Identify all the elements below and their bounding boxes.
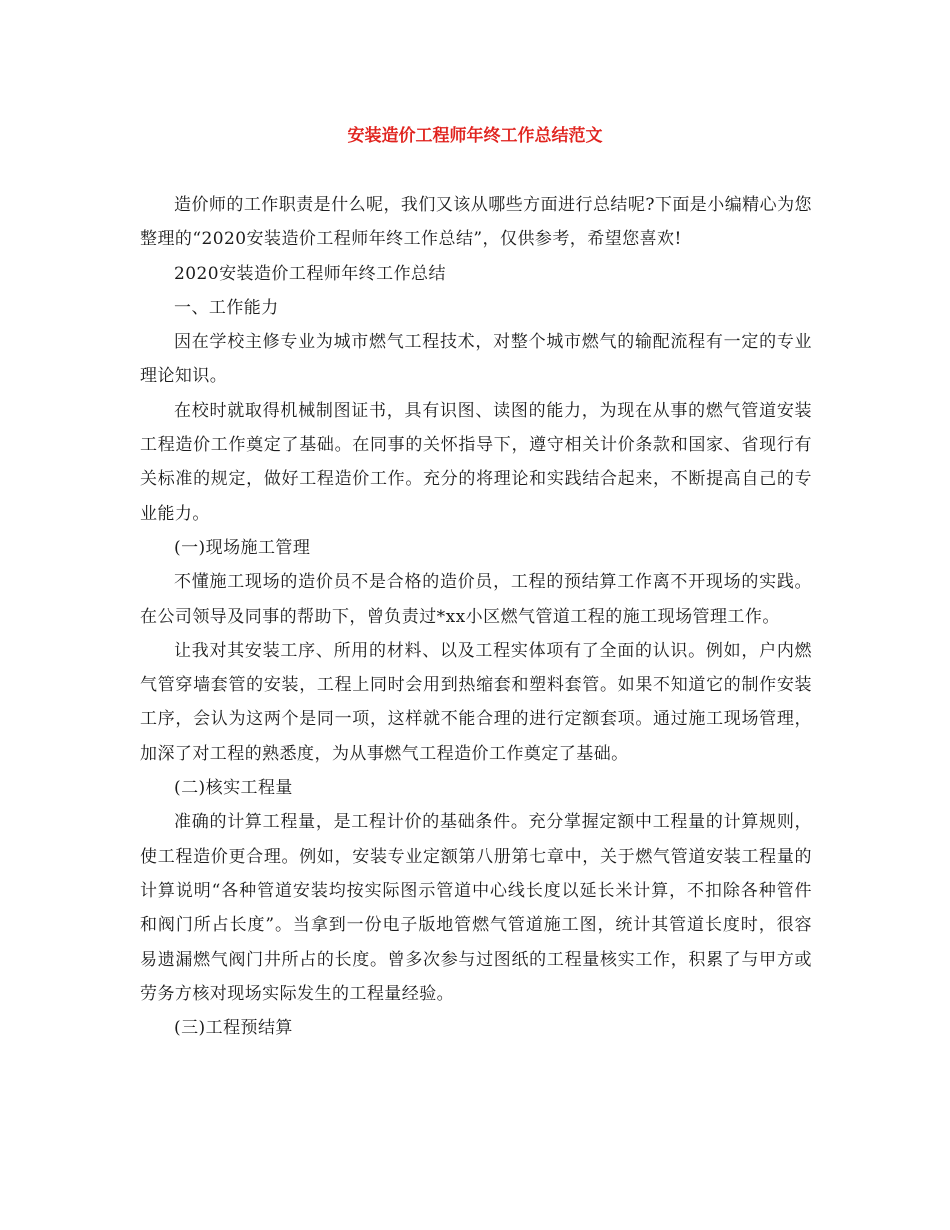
paragraph: 在校时就取得机械制图证书，具有识图、读图的能力，为现在从事的燃气管道安装工程造价工作奠定了基础。在同事的关怀指导下，遵守相关计价条款和国家、省现行有关标准的规定，做好工程造价工作。充分的将理论和实践结合起来，不断提高自己的专业能力。 — [140, 400, 812, 524]
document-title: 安装造价工程师年终工作总结范文 — [347, 126, 603, 146]
section-heading-work-ability: 一、工作能力 — [174, 297, 279, 318]
document-body — [140, 188, 812, 1045]
paragraph: 因在学校主修专业为城市燃气工程技术，对整个城市燃气的输配流程有一定的专业理论知识。 — [140, 332, 812, 387]
section-heading-site-management: (一)现场施工管理 — [174, 537, 311, 558]
paragraph: 准确的计算工程量，是工程计价的基础条件。充分掌握定额中工程量的计算规则，使工程造价更合理。例如，安装专业定额第八册第七章中，关于燃气管道安装工程量的计算说明“各种管道安装均按实际图示管道中心线长度以延长米计算，不扣除各种管件和阀门所占长度”。当拿到一份电子版地管燃气管道施工图，统计其管道长度时，很容易遗漏燃气阀门井所占的长度。曾多次参与过图纸的工程量核实工作，积累了与甲方或劳务方核对现场实际发生的工程量经验。 — [140, 812, 812, 1004]
paragraph-intro: 造价师的工作职责是什么呢，我们又该从哪些方面进行总结呢?下面是小编精心为您整理的“2020安装造价工程师年终工作总结”，仅供参考，希望您喜欢! — [140, 195, 812, 250]
paragraph: 不懂施工现场的造价员不是合格的造价员，工程的预结算工作离不开现场的实践。在公司领导及同事的帮助下，曾负责过*xx小区燃气管道工程的施工现场管理工作。 — [140, 572, 812, 627]
paragraph: 让我对其安装工序、所用的材料、以及工程实体项有了全面的认识。例如，户内燃气管穿墙套管的安装，工程上同时会用到热缩套和塑料套管。如果不知道它的制作安装工序，会认为这两个是同一项，这样就不能合理的进行定额套项。通过施工现场管理，加深了对工程的熟悉度，为从事燃气工程造价工作奠定了基础。 — [140, 640, 812, 764]
section-heading-quantity-verification: (二)核实工程量 — [174, 778, 293, 799]
section-heading-budget-settlement: (三)工程预结算 — [174, 1018, 293, 1039]
paragraph-subtitle: 2020安装造价工程师年终工作总结 — [174, 263, 446, 284]
